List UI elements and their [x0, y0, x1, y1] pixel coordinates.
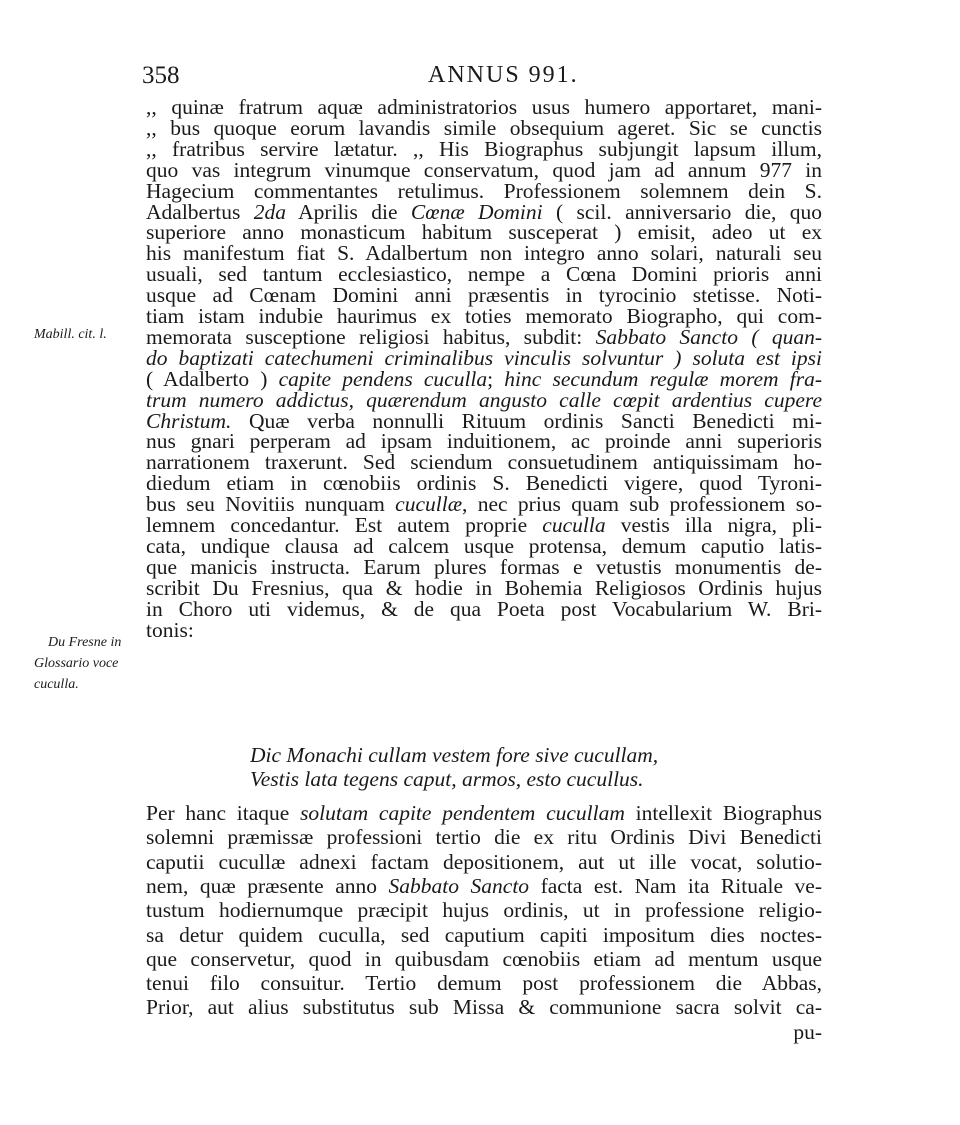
text-line [146, 389, 822, 412]
text-run: Hagecium commentantes retulimus. Professionem solemnem dein S. [146, 180, 822, 203]
text-run: nem, quæ præsente anno [146, 875, 389, 898]
margin-note-dufresne-3: cuculla. [34, 677, 79, 692]
text-run: quo vas integrum vinumque conservatum, quod jam ad annum 977 in [146, 159, 822, 182]
text-run: bus seu Novitiis nunquam [146, 493, 396, 516]
text-run: lemnem concedantur. Est autem proprie [146, 514, 543, 537]
verse-line: Dic Monachi cullam vestem fore sive cucullam, [250, 744, 659, 767]
text-run: que manicis instructa. Earum plures formas e vetustis monumentis de- [146, 556, 822, 579]
italic-run: 2da [253, 201, 286, 224]
italic-run: Sabbato Sancto ( quan- [595, 326, 822, 349]
italic-run: Christum. [146, 410, 232, 433]
text-line [146, 347, 822, 370]
text-run: Prior, aut alius substitutus sub Missa & communione sacra solvit ca- [146, 996, 822, 1019]
text-line [146, 514, 822, 537]
text-line [146, 826, 822, 849]
text-line [146, 472, 822, 495]
text-line [146, 972, 822, 995]
text-line [146, 948, 822, 971]
text-line [146, 284, 822, 307]
italic-run: cuculla [542, 514, 606, 537]
text-line [146, 138, 822, 161]
text-run: usque ad Cœnam Domini anni præsentis in tyrocinio stetisse. Noti- [146, 284, 822, 307]
text-run: in Choro uti videmus, & de qua Poeta post Vocabularium W. Bri- [146, 598, 822, 621]
text-line [146, 899, 822, 922]
text-run: ,, quinæ fratrum aquæ administratorios usus humero apportaret, mani- [146, 96, 822, 119]
running-title: ANNUS 991. [428, 62, 579, 88]
text-run: scribit Du Fresnius, qua & hodie in Bohemia Religiosos Ordinis hujus [146, 577, 822, 600]
text-run: Adalbertus [146, 201, 254, 224]
italic-run: solutam capite pendentem cucullam [300, 802, 625, 825]
text-run: tonis: [146, 619, 194, 642]
text-line [146, 556, 822, 579]
text-line [146, 305, 822, 328]
text-run: tiam istam indubie haurimus ex toties memorato Biographo, qui com- [146, 305, 822, 328]
text-line [146, 924, 822, 947]
italic-run: capite pendens cuculla [278, 368, 488, 391]
italic-run: trum numero addictus, quærendum angusto calle cœpit ardentius cupere [146, 389, 822, 412]
text-run: intellexit Biographus [624, 802, 822, 825]
text-line [146, 326, 822, 349]
text-line [146, 875, 822, 898]
text-run: ,, bus quoque eorum lavandis simile obsequium ageret. Sic se cunctis [146, 117, 822, 140]
text-line [146, 802, 822, 825]
text-run: Per hanc itaque [146, 802, 301, 825]
text-run: tenui filo consuitur. Tertio demum post professionem die Abbas, [146, 972, 822, 995]
text-run: superiore anno monasticum habitum susceperat ) emisit, adeo ut ex [146, 221, 822, 244]
margin-note-mabillon: Mabill. cit. l. [34, 327, 107, 342]
italic-run: hinc secundum regulæ morem fra- [504, 368, 822, 391]
text-run: cata, undique clausa ad calcem usque protensa, demum caputio latis- [146, 535, 822, 558]
margin-note-dufresne-1: Du Fresne in [48, 635, 122, 650]
italic-run: do baptizati catechumeni criminalibus vinculis solvuntur ) soluta est ipsi [146, 347, 822, 370]
text-line [146, 996, 822, 1019]
text-line [146, 535, 822, 558]
text-line [146, 96, 822, 119]
page-number: 358 [142, 62, 180, 89]
text-line [146, 242, 822, 265]
text-run: tustum hodiernumque præcipit hujus ordinis, ut in professione religio- [146, 899, 822, 922]
text-run: facta est. Nam ita Rituale ve- [529, 875, 822, 898]
text-run: sa detur quidem cuculla, sed caputium capiti impositum dies noctes- [146, 924, 822, 947]
text-line [146, 598, 822, 621]
text-run: , nec prius quam sub professionem so- [462, 493, 822, 516]
text-line [146, 180, 822, 203]
text-run: ( scil. anniversario die, quo [542, 201, 822, 224]
italic-run: cucullæ [395, 493, 463, 516]
text-run: que conservetur, quod in quibusdam cœnobiis etiam ad mentum usque [146, 948, 822, 971]
text-run: usuali, sed tantum ecclesiastico, nempe a Cœna Domini prioris anni [146, 263, 822, 286]
text-line [146, 851, 822, 874]
text-run: vestis illa nigra, pli- [605, 514, 822, 537]
text-line [146, 619, 822, 642]
text-line [146, 159, 822, 182]
text-run: ,, fratribus servire lætatur. ,, His Biographus subjungit lapsum illum, [146, 138, 822, 161]
text-line [146, 263, 822, 286]
text-run: nus gnari perperam ad ipsam induitionem, ac proinde anni superioris [146, 430, 822, 453]
text-run: diedum etiam in cœnobiis ordinis S. Benedicti vigere, quod Tyroni- [146, 472, 822, 495]
text-line [146, 430, 822, 453]
text-run: Quæ verba nonnulli Rituum ordinis Sancti Benedicti mi- [231, 410, 822, 433]
text-line [146, 577, 822, 600]
text-line [146, 221, 822, 244]
margin-note-dufresne-2: Glossario voce [34, 656, 119, 671]
text-run: caputii cucullæ adnexi factam depositionem, aut ut ille vocat, solutio- [146, 851, 822, 874]
text-line [146, 117, 822, 140]
text-run: ( Adalberto ) [146, 368, 279, 391]
text-line [146, 451, 822, 474]
verse-line: Vestis lata tegens caput, armos, esto cucullus. [250, 768, 644, 791]
italic-run: Cœnæ Domini [410, 201, 543, 224]
text-line [146, 493, 822, 516]
text-run: narrationem traxerunt. Sed sciendum consuetudinem antiquissimam ho- [146, 451, 822, 474]
italic-run: Sabbato Sancto [388, 875, 530, 898]
text-run: solemni præmissæ professioni tertio die ex ritu Ordinis Divi Benedicti [146, 826, 822, 849]
text-run: memorata susceptione religiosi habitus, subdit: [146, 326, 596, 349]
catchword: pu- [793, 1021, 822, 1044]
text-run: Aprilis die [285, 201, 411, 224]
text-run: ; [487, 368, 505, 391]
text-line [146, 368, 822, 391]
text-run: his manifestum fiat S. Adalbertum non integro anno solari, naturali seu [146, 242, 822, 265]
